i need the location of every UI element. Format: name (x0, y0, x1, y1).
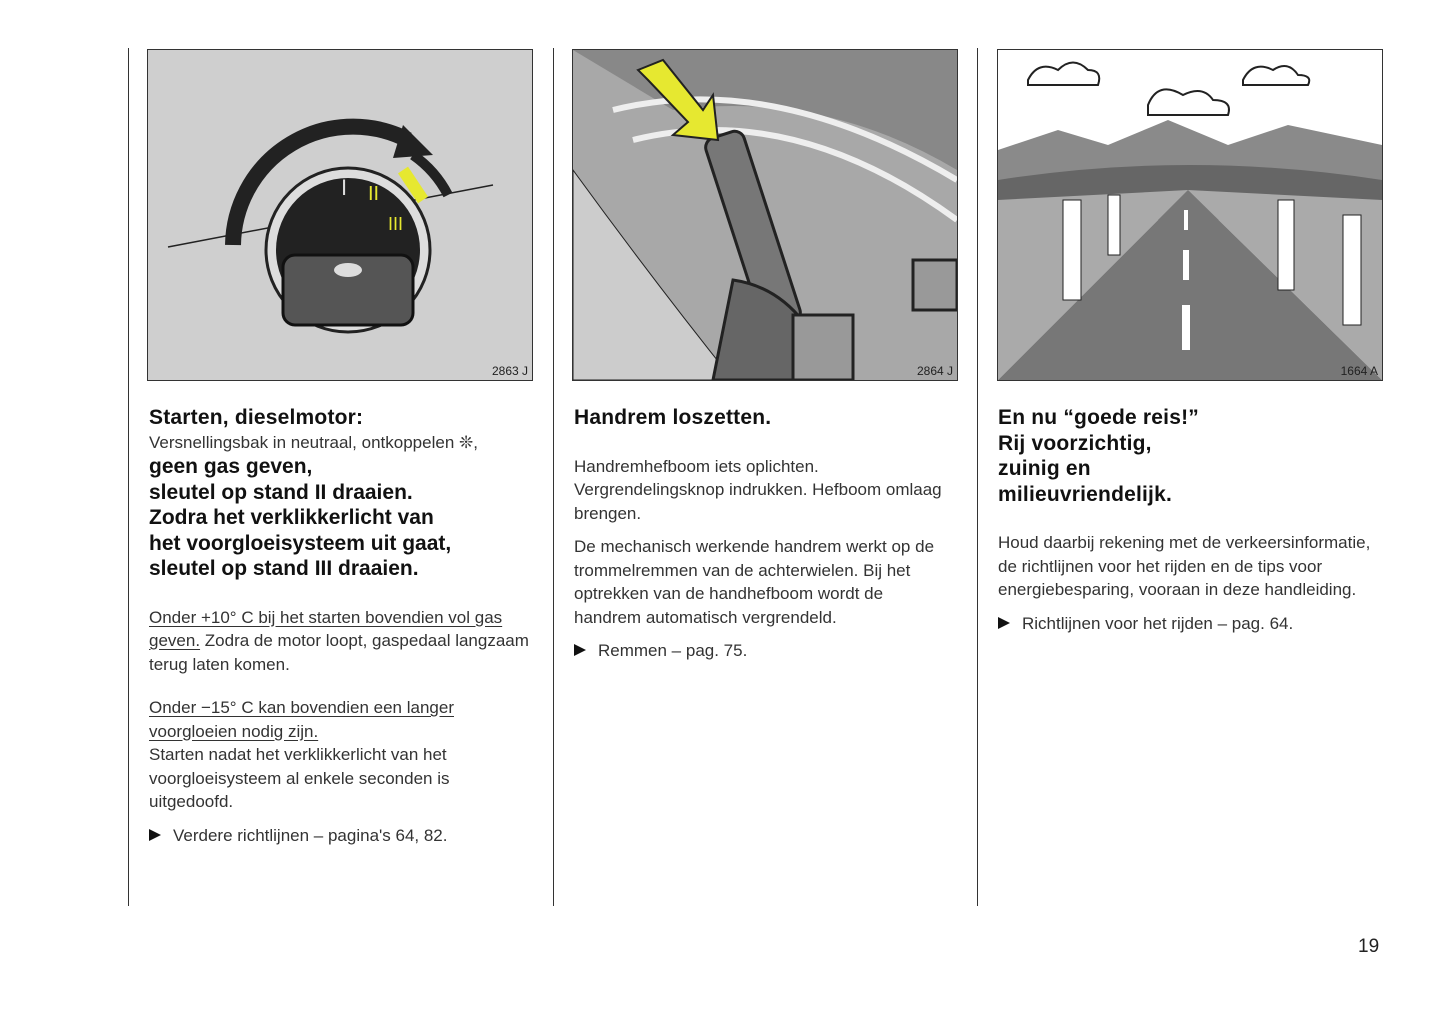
ignition-key-illustration (147, 49, 533, 381)
bold-instruction: sleutel op stand II draaien. (149, 480, 413, 504)
section-title: milieuvriendelijk. (998, 482, 1172, 506)
svg-text:III: III (388, 214, 404, 234)
road-illustration (997, 49, 1383, 381)
paragraph: Handremhefboom iets oplichten. Vergrendelingsknop indrukken. Hefboom omlaag brengen. (574, 456, 942, 523)
section-title: En nu “goede reis!” (998, 406, 1199, 429)
section-title: Starten, dieselmotor: (149, 406, 364, 429)
bold-instruction: sleutel op stand III draaien. (149, 557, 419, 580)
reference-text: Remmen – pag. 75. (598, 641, 748, 660)
page-number: 19 (1358, 936, 1380, 957)
section-handbrake (574, 405, 949, 663)
paragraph (149, 606, 531, 677)
figure-number: 2863 J (491, 364, 528, 378)
section-title: zuinig en (998, 457, 1091, 480)
paragraph (149, 696, 519, 814)
underlined-text: Onder +10° C bij het starten bovendien vol gas geven. (149, 607, 503, 650)
svg-text:II: II (368, 183, 380, 205)
handbrake-illustration (572, 49, 958, 381)
reference-text: Verdere richtlijnen – pagina's 64, 82. (173, 825, 448, 845)
intro-text: Versnellingsbak in neutraal, ontkoppelen ❊, (149, 432, 478, 452)
text: Starten nadat het verklikkerlicht van het voorgloeisysteem al enkele seconden is uitgedoofd. (149, 745, 450, 811)
bold-instruction: geen gas geven, (149, 455, 313, 478)
section-starting-diesel (149, 405, 539, 848)
paragraph: De mechanisch werkende handrem werkt op de trommelremmen van de achterwielen. Bij het optrekken van de handhefboom wordt de handrem automatisch vergrendeld. (574, 537, 935, 627)
underlined-text: Onder −15° C kan bovendien een langer voorgloeien nodig zijn. (149, 698, 454, 741)
bold-instruction: het voorgloeisysteem uit gaat, (149, 531, 452, 555)
figure-number: 1664 A (1340, 364, 1378, 378)
cross-reference (149, 824, 539, 848)
reference-text: Richtlijnen voor het rijden – pag. 64. (1022, 613, 1294, 633)
text: Zodra de motor loopt, gaspedaal langzaam terug laten komen. (149, 631, 529, 674)
cross-reference (998, 612, 1373, 636)
section-title: Handrem loszetten. (574, 406, 772, 429)
column-divider (977, 48, 978, 906)
figure-number: 2864 J (916, 364, 953, 378)
triangle-bullet-icon (998, 617, 1010, 629)
bold-instruction: Zodra het verklikkerlicht van (149, 506, 434, 529)
triangle-bullet-icon (574, 644, 586, 656)
cross-reference (574, 639, 949, 663)
triangle-bullet-icon (149, 829, 161, 841)
column-divider (128, 48, 129, 906)
paragraph: Houd daarbij rekening met de verkeersinformatie, de richtlijnen voor het rijden en de tips voor energiebesparing, vooraan in deze handleiding. (998, 533, 1371, 599)
column-divider (553, 48, 554, 906)
section-title: Rij voorzichtig, (998, 431, 1152, 455)
svg-text:I: I (341, 175, 348, 200)
section-good-journey (998, 405, 1373, 636)
